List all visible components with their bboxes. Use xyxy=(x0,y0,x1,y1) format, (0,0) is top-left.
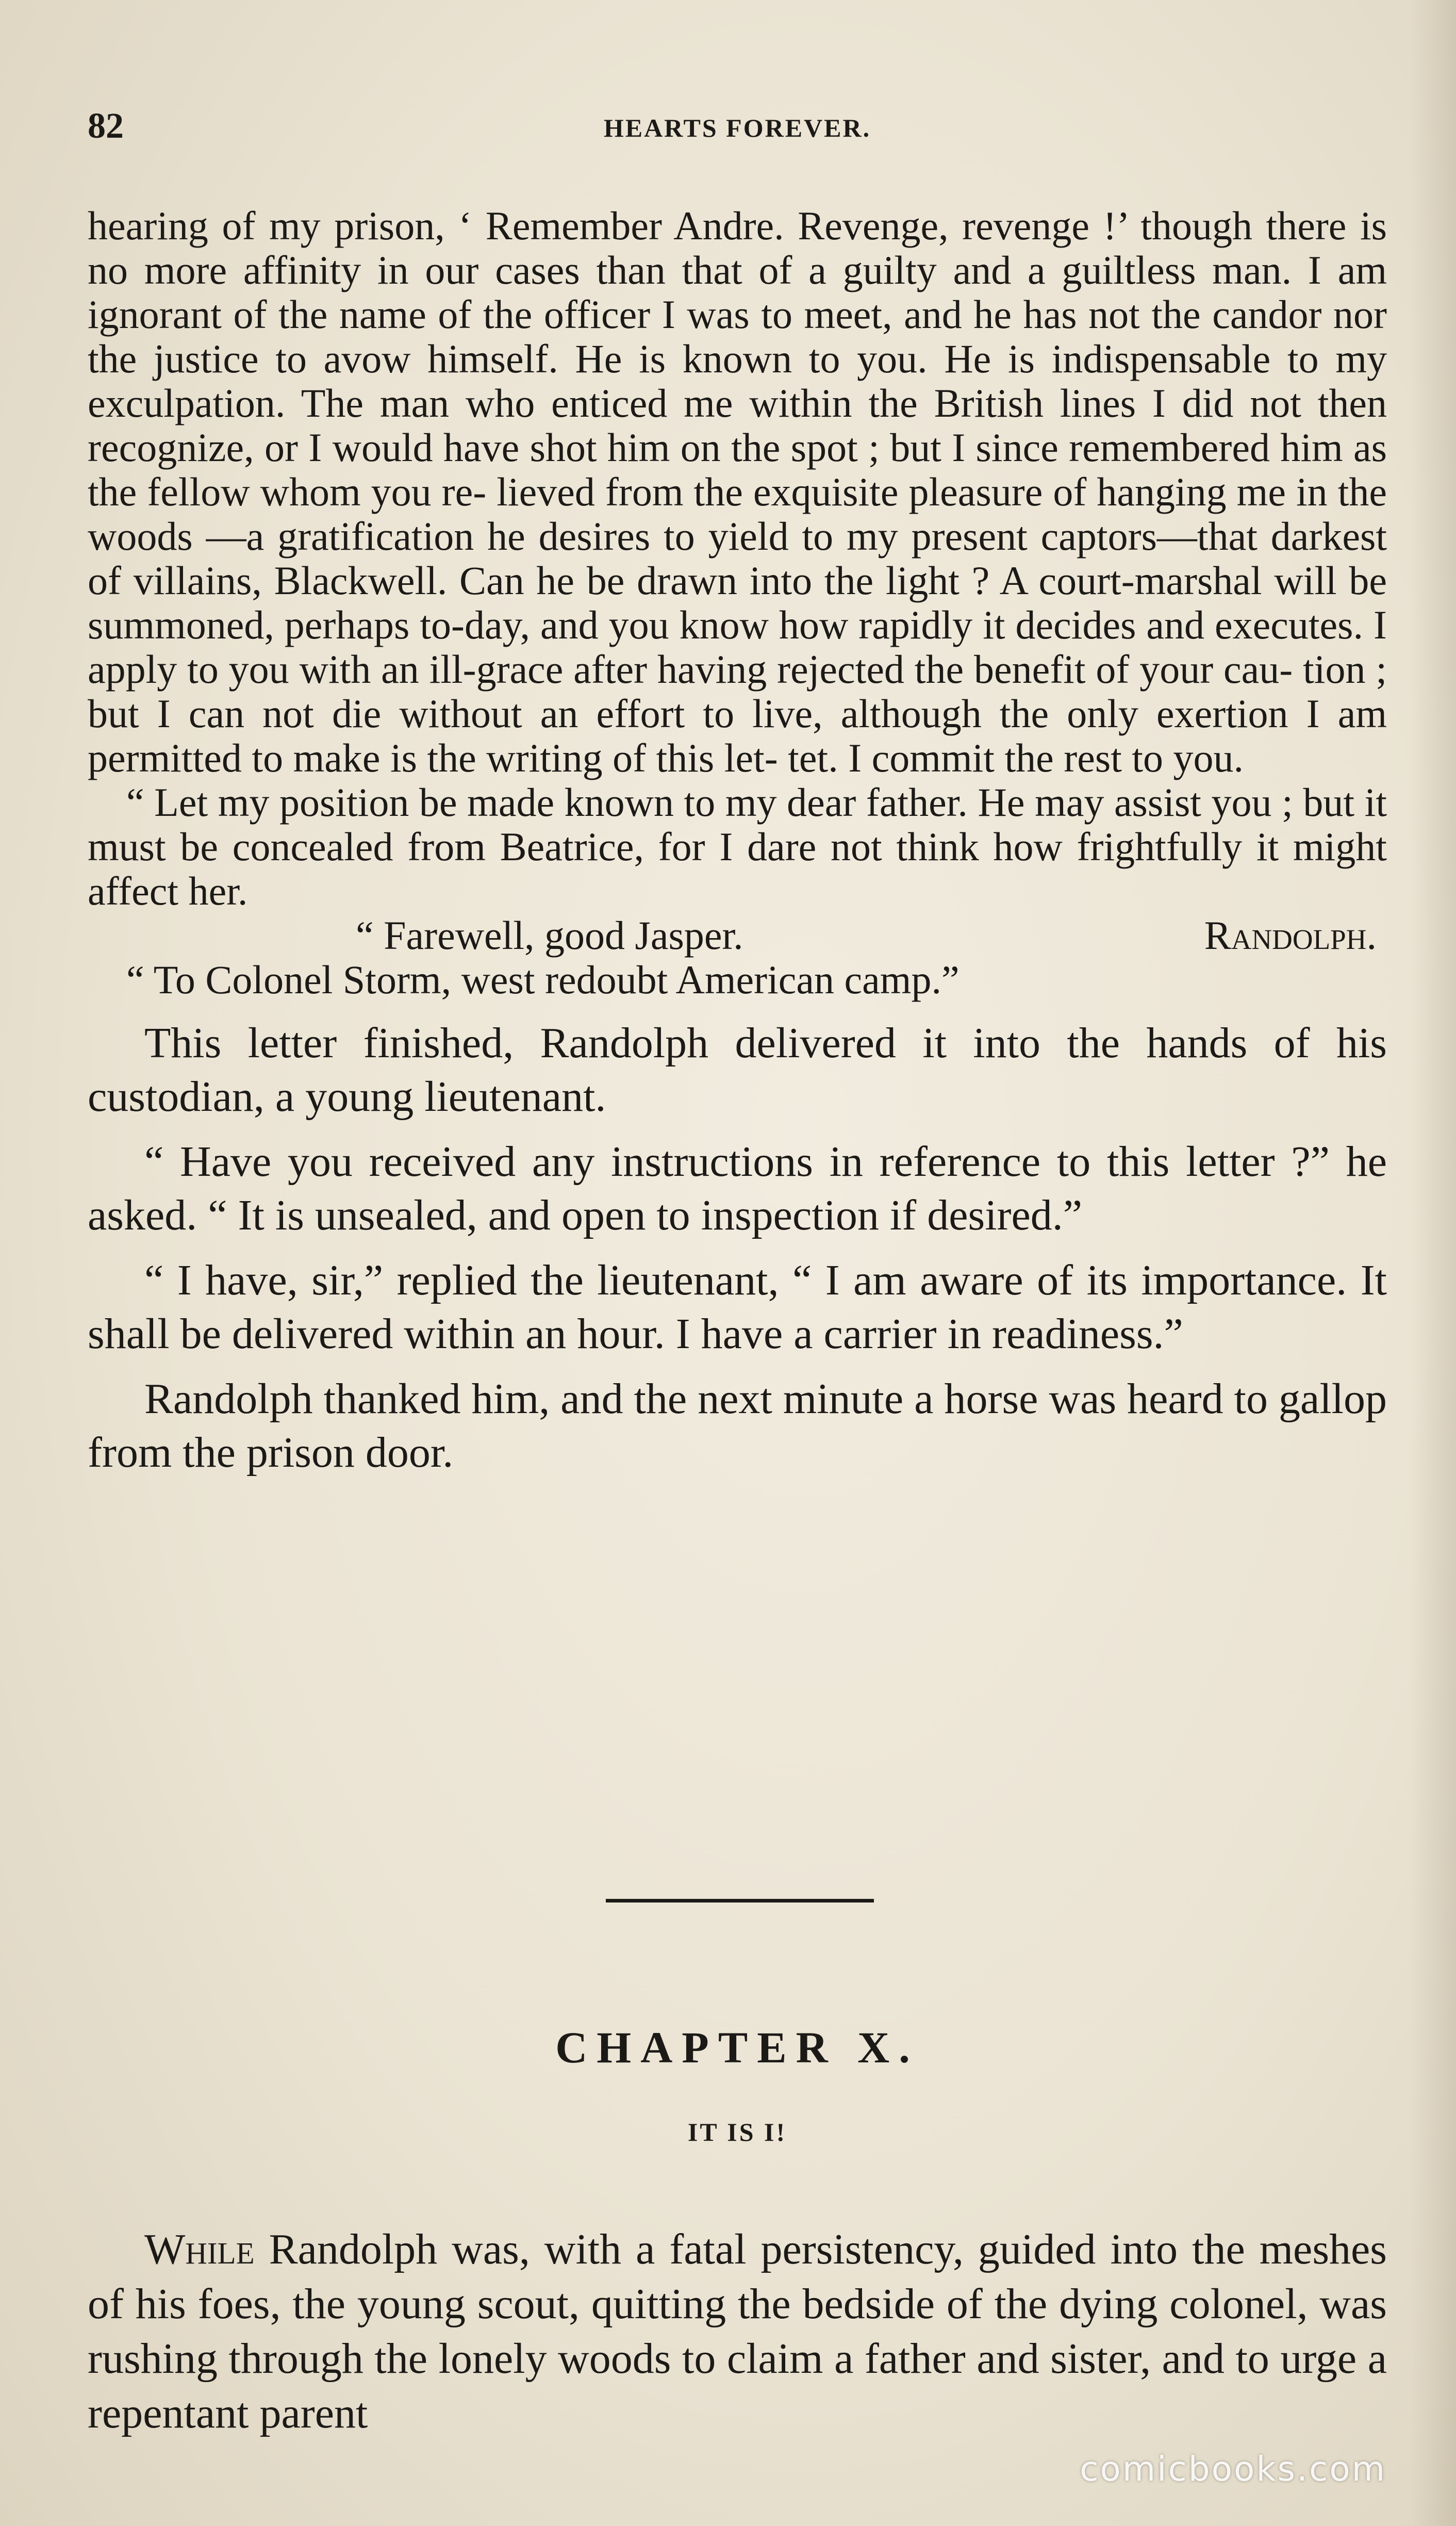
paragraph: “ Have you received any instructions in reference to this letter ?” he asked. “ It is unsealed, and open to inspection if desired.” xyxy=(88,1138,1387,1239)
text-line: tet. I commit the rest to you. xyxy=(788,735,1244,780)
text-line: know how rapidly it decides and executes. I apply to you xyxy=(88,602,1387,692)
letter-address: “ To Colonel Storm, west redoubt American camp.” xyxy=(126,957,959,1002)
text-line: darkest of villains, Blackwell. Can he be drawn into the light ? xyxy=(88,514,1387,603)
chapter-heading: CHAPTER X. xyxy=(555,2023,919,2072)
text-line: guilty and a guiltless man. I am ignorant of the name of the xyxy=(88,248,1387,337)
chapter-subtitle: IT IS I! xyxy=(687,2118,787,2146)
text-line: lines I did not then recognize, or I would have shot him on the xyxy=(88,381,1387,470)
chapter-opening-paragraph xyxy=(88,2222,1387,2441)
running-header xyxy=(88,106,1387,147)
text-line: —a gratification he desires to yield to my present captors—that xyxy=(206,514,1258,559)
text-line: A court-marshal will be summoned, perhaps to-day, and you xyxy=(88,558,1387,647)
letter-paragraph xyxy=(88,780,1387,913)
text-line: with an ill-grace after having rejected the benefit of your cau- xyxy=(299,647,1293,692)
body-text xyxy=(88,204,1387,1480)
text-line: tion ; but I can not die without an effort to live, although the xyxy=(88,647,1387,736)
text-line: officer I was to meet, and he has not the candor nor the justice xyxy=(88,292,1387,381)
opening-word: While xyxy=(144,2225,255,2273)
text-line: my exculpation. The man who enticed me within the British xyxy=(88,336,1387,425)
text-line: “ Let my position be made known to my dear father. He xyxy=(126,780,1025,825)
letter-paragraph xyxy=(88,204,1387,780)
letter-farewell: “ Farewell, good Jasper. xyxy=(356,913,743,958)
letter-signature: Randolph. xyxy=(1204,913,1377,958)
text-line: may assist you ; but it must be concealed from Beatrice, for I xyxy=(88,780,1387,869)
letter-text xyxy=(88,204,1387,1002)
paragraph: This letter finished, Randolph delivered it into the hands of his custodian, a young lieutenant. xyxy=(88,1019,1387,1121)
paragraph: Randolph thanked him, and the next minute a horse was heard to gallop from the prison door. xyxy=(88,1375,1387,1477)
text-line: hearing of my prison, ‘ Remember Andre. Revenge, revenge !’ xyxy=(88,203,1127,248)
text-line: though there is no more affinity in our cases than that of a xyxy=(88,203,1387,292)
running-title: HEARTS FOREVER. xyxy=(603,113,871,142)
watermark: comicbooks.com xyxy=(1080,2449,1386,2489)
text-line: only exertion I am permitted to make is the writing of this let- xyxy=(88,691,1387,780)
text-line: dare not think how frightfully it might affect her. xyxy=(88,824,1387,913)
paragraph: “ I have, sir,” replied the lieutenant, “ I am aware of its importance. It shall be delivered within an hour. I have a carrier in readiness.” xyxy=(88,1256,1387,1358)
opening-text: Randolph was, with a fatal persistency, guided into the meshes of his foes, the young scout, quitting the bedside of the dying colonel, was rushing through the lonely woods to claim a father and sister, and to urge a repentant parent xyxy=(88,2225,1387,2437)
section-rule xyxy=(606,1899,874,1902)
letter-closing xyxy=(88,913,1387,958)
text-line: lieved from the exquisite pleasure of hanging me in the woods xyxy=(88,469,1387,559)
page-number: 82 xyxy=(88,106,124,146)
text-line: spot ; but I since remembered him as the fellow whom you re- xyxy=(88,425,1387,514)
text-line: to avow himself. He is known to you. He is indispensable to xyxy=(275,336,1319,381)
